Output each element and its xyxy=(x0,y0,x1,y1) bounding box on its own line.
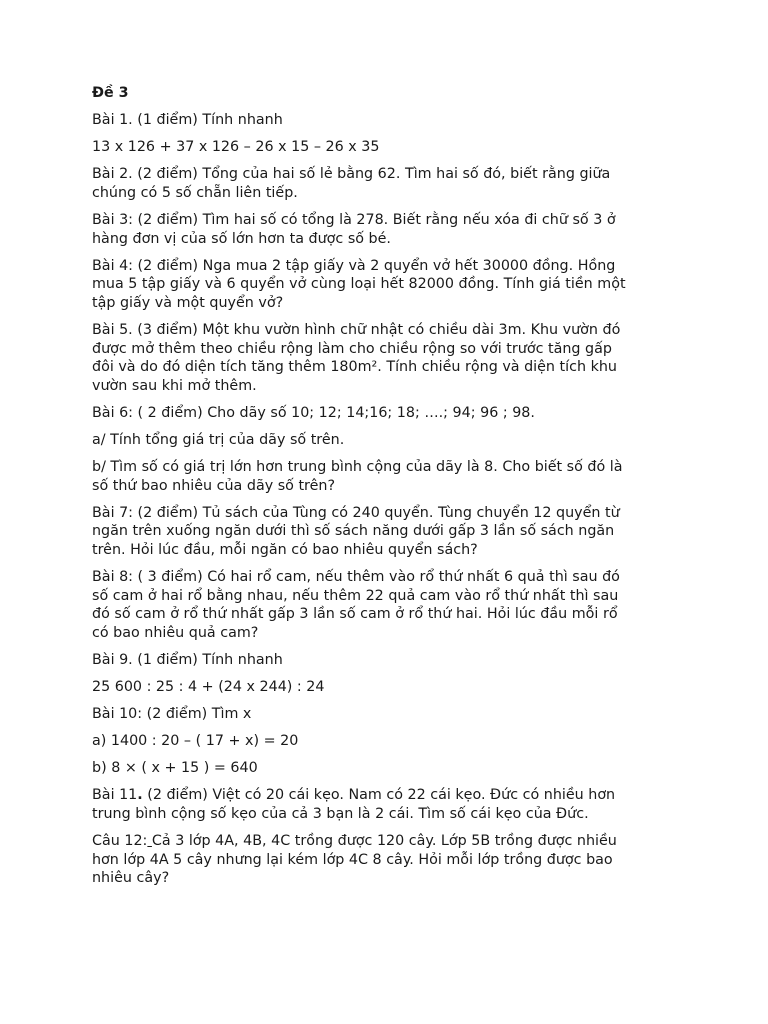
paragraph xyxy=(92,732,680,751)
document-page xyxy=(92,84,680,896)
paragraph xyxy=(92,404,680,423)
document-body xyxy=(92,111,680,778)
text-line: Bài 8: ( 3 điểm) Có hai rổ cam, nếu thêm vào rổ thứ nhất 6 quả thì sau đó xyxy=(92,568,620,585)
paragraph xyxy=(92,431,680,450)
text-line: đôi và do đó diện tích tăng thêm 180m². Tính chiều rộng và diện tích khu xyxy=(92,359,617,376)
text-line: đó số cam ở rổ thứ nhất gấp 3 lần số cam ở rổ thứ hai. Hỏi lúc đầu mỗi rổ xyxy=(92,606,618,623)
paragraph xyxy=(92,678,680,697)
text-line: được mở thêm theo chiều rộng làm cho chiều rộng so với trước tăng gấp xyxy=(92,340,612,357)
text-line: Bài 9. (1 điểm) Tính nhanh xyxy=(92,651,283,668)
text-line xyxy=(92,786,680,805)
paragraph xyxy=(92,705,680,724)
paragraph xyxy=(92,111,680,130)
paragraph xyxy=(92,138,680,157)
text-line: ngăn trên xuống ngăn dưới thì số sách năng dưới gấp 3 lần số sách ngăn xyxy=(92,523,615,540)
paragraph xyxy=(92,165,680,202)
paragraph xyxy=(92,759,680,778)
paragraph xyxy=(92,568,680,642)
text-line: Bài 4: (2 điểm) Nga mua 2 tập giấy và 2 quyển vở hết 30000 đồng. Hồng xyxy=(92,257,616,274)
paragraph-bai-11 xyxy=(92,786,680,823)
text-line: số thứ bao nhiêu của dãy số trên? xyxy=(92,477,336,494)
text-line: nhiêu cây? xyxy=(92,870,170,887)
text-line: a) 1400 : 20 – ( 17 + x) = 20 xyxy=(92,733,299,750)
text-line: 25 600 : 25 : 4 + (24 x 244) : 24 xyxy=(92,678,325,695)
paragraph xyxy=(92,257,680,313)
text-line: hơn lớp 4A 5 cây nhưng lại kém lớp 4C 8 cây. Hỏi mỗi lớp trồng được bao xyxy=(92,851,613,868)
paragraph xyxy=(92,504,680,560)
text-line: Bài 3: (2 điểm) Tìm hai số có tổng là 278. Biết rằng nếu xóa đi chữ số 3 ở xyxy=(92,211,616,228)
text-line: b/ Tìm số có giá trị lớn hơn trung bình cộng của dãy là 8. Cho biết số đó là xyxy=(92,459,623,475)
text-line xyxy=(92,832,680,851)
paragraph-cau-12 xyxy=(92,832,680,888)
text-line: Bài 5. (3 điểm) Một khu vườn hình chữ nhật có chiều dài 3m. Khu vườn đó xyxy=(92,321,621,338)
text-line: có bao nhiêu quả cam? xyxy=(92,624,259,641)
text-line: Bài 1. (1 điểm) Tính nhanh xyxy=(92,112,283,129)
bai11-label: Bài 11 xyxy=(92,787,138,804)
text-line: 13 x 126 + 37 x 126 – 26 x 15 – 26 x 35 xyxy=(92,139,380,156)
paragraph xyxy=(92,211,680,248)
text-line: b) 8 × ( x + 15 ) = 640 xyxy=(92,760,258,777)
cau12-label: Câu 12: xyxy=(92,833,148,849)
paragraph xyxy=(92,321,680,395)
text-line: vườn sau khi mở thêm. xyxy=(92,377,257,394)
text-line: Bài 2. (2 điểm) Tổng của hai số lẻ bằng 62. Tìm hai số đó, biết rằng giữa xyxy=(92,166,611,183)
text-line: a/ Tính tổng giá trị của dãy số trên. xyxy=(92,431,345,448)
text-line: mua 5 tập giấy và 6 quyển vở cùng loại hết 82000 đồng. Tính giá tiền một xyxy=(92,276,626,293)
text-line: chúng có 5 số chẵn liên tiếp. xyxy=(92,184,298,201)
bai11-text: (2 điểm) Việt có 20 cái kẹo. Nam có 22 cái kẹo. Đức có nhiều hơn xyxy=(142,787,616,804)
document-title: Đề 3 xyxy=(92,85,129,101)
text-line: Bài 6: ( 2 điểm) Cho dãy số 10; 12; 14;16; 18; ….; 94; 96 ; 98. xyxy=(92,404,535,421)
text-line: tập giấy và một quyển vở? xyxy=(92,294,284,311)
text-line: Bài 10: (2 điểm) Tìm x xyxy=(92,706,252,723)
text-line: trung bình cộng số kẹo của cả 3 bạn là 2 cái. Tìm số cái kẹo của Đức. xyxy=(92,805,589,822)
paragraph xyxy=(92,651,680,670)
paragraph xyxy=(92,458,680,495)
text-line: số cam ở hai rổ bằng nhau, nếu thêm 22 quả cam vào rổ thứ nhất thì sau xyxy=(92,587,619,604)
cau12-text: Cả 3 lớp 4A, 4B, 4C trồng được 120 cây. Lớp 5B trồng được nhiều xyxy=(151,833,617,849)
text-line: hàng đơn vị của số lớn hơn ta được số bé. xyxy=(92,230,391,247)
text-line: Bài 7: (2 điểm) Tủ sách của Tùng có 240 quyển. Tùng chuyển 12 quyển từ xyxy=(92,504,620,521)
text-line: trên. Hỏi lúc đầu, mỗi ngăn có bao nhiêu quyển sách? xyxy=(92,541,478,558)
bai11-dot: . xyxy=(137,787,143,804)
